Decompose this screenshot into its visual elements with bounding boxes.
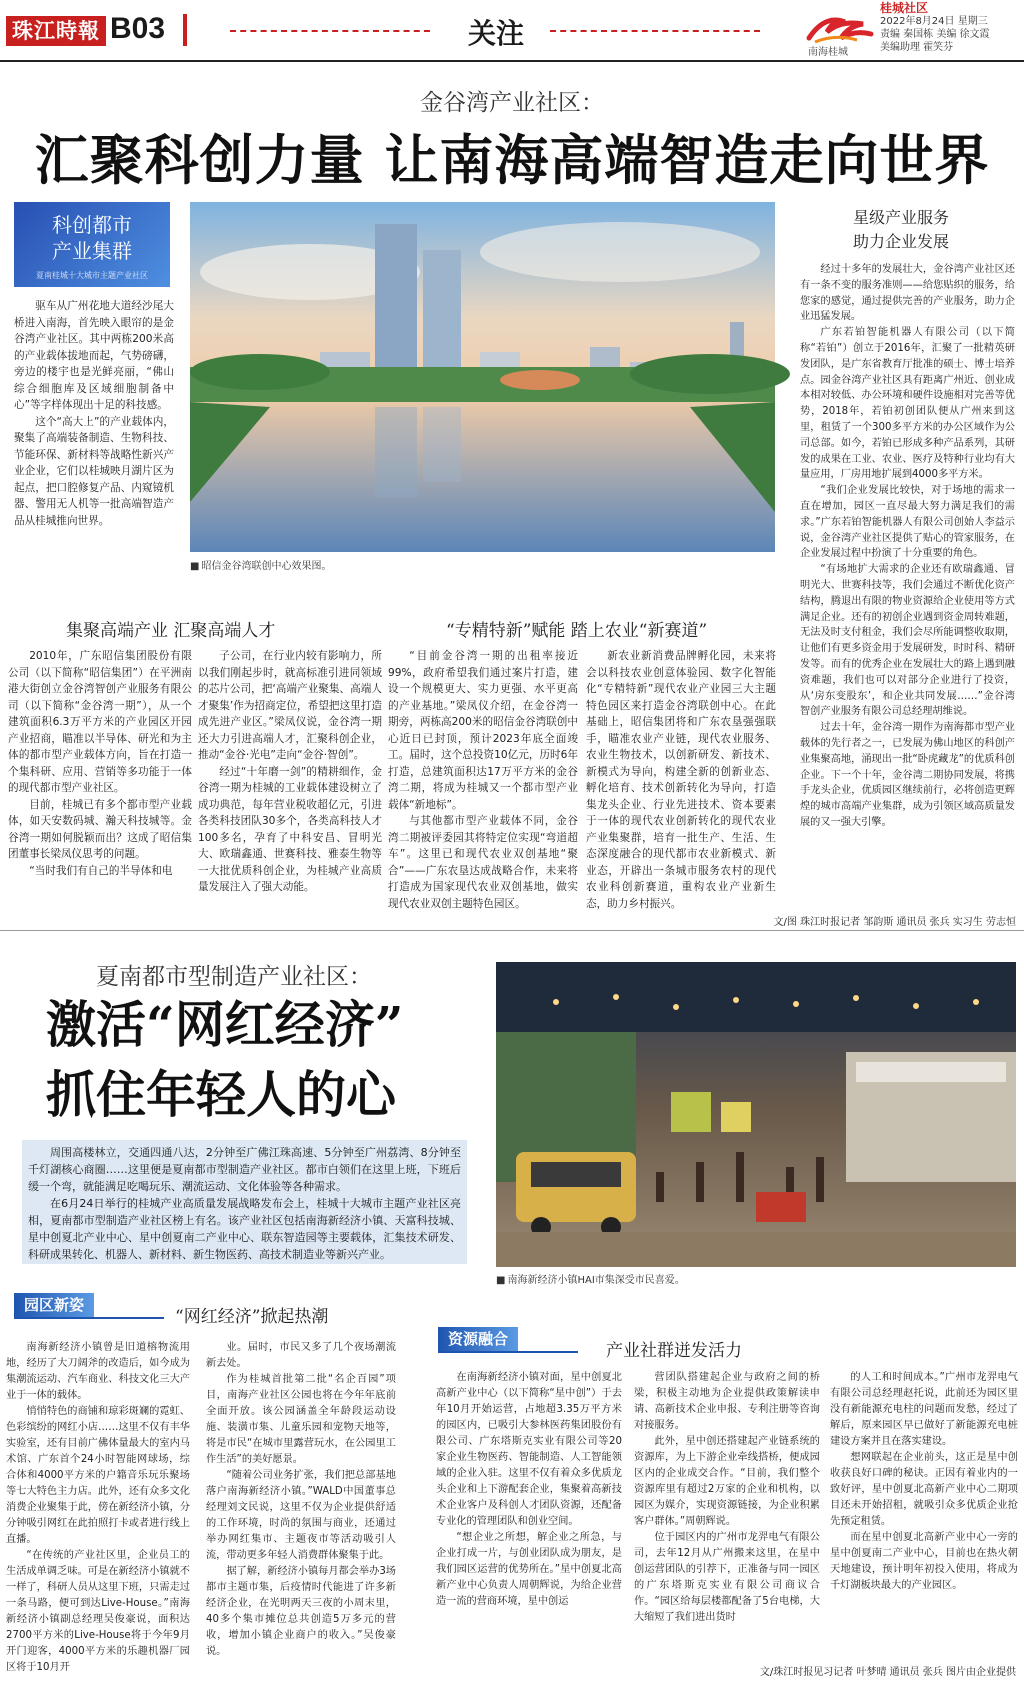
page-number: B03 — [110, 12, 166, 45]
section-name: 关注 — [468, 17, 525, 50]
story2-body-col4 — [634, 1370, 820, 1655]
right-paragraph: “有场地扩大需求的企业还有欧瑞鑫通、冒明光大、世赛科技等，我们会通过不断优化资产结构，腾退出有限的物业资源给企业使用等方式满足企业。还有的初创企业遇到资金周转难题，无法及时支付租金，我们会尽所能调整收取期，让他们有更多资金用于发展研发，时时科、精研发等。而有的优秀企业在发展壮大的路上遇到融资难题，我们也可以对部分企业进行了投资，从‘房东变股东’，和企业共同发展……”金谷湾智创产业服务有限公司总经理胡维说。 — [800, 564, 1015, 718]
story1-body-col4 — [586, 648, 776, 910]
intro-paragraph: 周围高楼林立，交通四通八达，2分钟至广佛江珠高速、5分钟至广州荔湾、8分钟至千灯湖核心商圈……这里便是夏南都市型制造产业社区。都市白领们在这里上班，下班后缓一个弯，就能满足吃喝玩乐、潮流运动、文化体验等各种需求。 — [28, 1146, 461, 1193]
body-paragraph: 经过“十年磨一剑”的精耕细作，金谷湾一期为桂城的工业载体建设树立了成功典范，每年营业税收超亿元，引进各类科技团队30多个，各类高科技人才100多名，孕育了中科安昌、冒明光大、欧瑞鑫通、世赛科技、雅泰生物等一大批优质科创企业，为桂城产业高质量发展注入了强大动能。 — [198, 765, 382, 893]
body-paragraph: 悄悄特色的商铺和琼彩斑斓的霓虹、色彩缤纷的网红小店……这里不仅有丰华实验室，还有目前广佛体量最大的室内马术馆、广东首个24小时智能网球场，综合体和4000平方米的户籍音乐玩乐聚场等七大特色主力店。此外，还有众多文化消费企业聚集于此，傍在新经济小镇，分分钟吸引网红在此拍照打卡或者进行线上直播。 — [6, 1406, 190, 1545]
column-name: 桂城社区 — [880, 1, 929, 15]
riverfront-skyline-image — [190, 202, 775, 552]
body-paragraph: 南海新经济小镇曾是旧道榕物流用地，经历了大刀阔斧的改造后，如今成为集潮流运动、汽车商业、科技文化三大产业于一体的载体。 — [6, 1342, 190, 1401]
story1-byline: 文/图 珠江时报记者 邹韵斯 通讯员 张兵 实习生 劳志恒 — [773, 917, 1016, 928]
story1-photo — [190, 202, 775, 552]
header-info — [880, 2, 1020, 54]
headline-line1: 激活“网红经济” — [46, 995, 404, 1054]
body-paragraph: 与其他都市型产业载体不同，金谷湾二期被评委园其将特定位实现“弯道超车”。这里已和现代农业双创基地“聚合”——广东农垦达成战略合作，未来将打造成为国家现代农业双创基地，做实现代农业双创主题特色园区。 — [388, 815, 578, 910]
editor-line: 责编 秦国栋 美编 徐文霞 — [880, 29, 990, 40]
body-paragraph: 据了解，新经济小镇每月都会举办3场都市主题市集，后疫情时代能进了许多新经济企业，在光明两天三夜的小周末里，40多个集市摊位总共创造5万多元的营收，增加小镇企业商户的收入。”吴俊豪说。 — [206, 1566, 396, 1657]
tag-park-new-look: 园区新姿 — [14, 1293, 94, 1317]
body-paragraph: “在传统的产业社区里，企业员工的生活成单调乏味。可是在新经济小镇就不一样了，科研人员从这里下班，只需走过一条马路，便可到达Live-House。”南海新经济小镇副总经理吴俊豪说，面积达2700平方米的Live-House将于今年9月开门迎客，4000平方米的乐趣机器厂园区将于10月开 — [6, 1550, 190, 1673]
body-paragraph: 的人工和时间成本。”广州市龙羿电气有限公司总经理赵托说，此前还为园区里没有新能源充电柱的问题而发愁，经过了解后，原来园区早已做好了新能源充电桩建设方案并且在落实建设。 — [830, 1372, 1018, 1447]
right-heading-line2: 助力企业发展 — [852, 232, 949, 251]
badge-line2: 产业集群 — [52, 239, 132, 263]
story2-photo-caption: ■ 南海新经济小镇HAI市集深受市民喜爱。 — [496, 1271, 685, 1286]
badge-small: 夏南桂城十大城市主题产业社区 — [36, 271, 148, 280]
masthead: 珠江時報 — [6, 16, 106, 46]
tag-underline — [438, 1351, 578, 1353]
body-paragraph: 作为桂城首批第二批“名企百园”项目，南海产业社区公园也将在今年年底前全面开放。该公园涵盖全年龄段运动设施、装潢市集、儿童乐园和宠物天地等，将是市民“在城市里露营玩水，在公园里工作生活”的美好愿景。 — [206, 1374, 396, 1465]
tag-underline — [14, 1317, 164, 1319]
body-paragraph: 此外，星中创还搭建起产业链系统的资源库，为上下游企业牵线搭桥，便成园区内的企业成交合作。“目前，我们整个资源库里有超过2万家的企业和机构，以园区为媒介，实现资源链接，为企业积累客户群体。”周朝辉说。 — [634, 1436, 820, 1527]
intro-paragraph: 在6月24日举行的桂城产业高质量发展战略发布会上，桂城十大城市主题产业社区亮相，夏南都市型制造产业社区榜上有名。该产业社区包括南海新经济小镇、天富科技城、星中创夏北产业中心、星中创夏南二产业中心、联东智造园等主要载体，汇集技术研发、科研成果转化、机器人、新材料、新生物医药、高技术制造业等新兴产业。 — [28, 1197, 461, 1261]
page-header — [0, 0, 1024, 62]
badge-line1: 科创都市 — [52, 213, 132, 237]
story1-subtitle: 金谷湾产业社区： — [420, 90, 604, 116]
header-divider — [183, 14, 187, 46]
body-paragraph: 2010年，广东昭信集团股份有限公司（以下简称“昭信集团”）在平洲南港大街创立金谷湾智创产业服务有限公司（以下简称“金谷湾一期”），从一个建筑面积6.3万平方米的产业园区开园产业招商，瞄准以半导体、研光和为主体的都市型产业载体方向，旨在打造一个集科研、应用、营销等多功能于一体的现代都市型产业社区。 — [8, 650, 192, 794]
story1-photo-caption: ■ 昭信金谷湾联创中心效果图。 — [190, 557, 331, 572]
assistant-line: 美编助理 霍笑芬 — [880, 42, 954, 53]
header-dash-right — [550, 30, 760, 32]
body-paragraph: 在南海新经济小镇对面，星中创夏北高新产业中心（以下简称“星中创”）于去年10月开始运营，占地超3.35万平方米的园区内，已吸引大参林医药集团股份有限公司、广东塔斯克实业有限公司等20家企业生物医药、智能制造、人工智能领域的企业入驻。这里不仅有着众多优质龙头企业和上下游配套企业，集聚着高新技术企业客户及科创人才团队资源，还配备专业化的管理团队和创业空间。 — [436, 1372, 622, 1527]
night-market-image — [496, 962, 1016, 1267]
right-paragraph: 广东若铂智能机器人有限公司（以下简称“若铂”）创立于2016年，汇聚了一批精英研发团队，是广东省教育厅批准的硕士、博士培养点。园金谷湾产业社区具有距离广州近、创业成本相对较低、办公环境和硬件设施相对完善等优势，2018年，若铂初创团队便从广州来到这里，租赁了一个300多平方米的办公区域作为公司总部。如今，若铂已形成多种产品系列，其研发的成果在工业、农业、医疗及特种行业均有大量应用，厂房用地扩展到4000多平方米。 — [800, 327, 1015, 481]
header-dash-left — [230, 30, 430, 32]
body-paragraph: 目前，桂城已有多个都市型产业载体，如天安数码城、瀚天科技城等。金谷湾一期如何脱颖而出？这成了昭信集团董事长梁凤仪思考的问题。 — [8, 798, 192, 860]
story2-intro — [22, 1140, 467, 1264]
right-paragraph: “我们企业发展比较快，对于场地的需求一直在增加，园区一直尽最大努力满足我们的需求。”广东若铂智能机器人有限公司创始人李益示说，金谷湾产业社区提供了贴心的管家服务，在企业发展过程中扮演了十分重要的角色。 — [800, 485, 1015, 560]
story2-photo — [496, 962, 1016, 1267]
story1-body-col3 — [388, 648, 578, 910]
story1-lead — [14, 298, 174, 529]
story1-subhead-right: “专精特新”赋能 踏上农业“新赛道” — [446, 621, 708, 641]
body-paragraph: “目前金谷湾一期的出租率接近99%，政府希望我们通过案片打造，建设一个规模更大、实力更强、水平更高的产业基地。”梁凤仪介绍，在金谷湾一期旁，两栋高200米的昭信金谷湾联创中心近日已封顶，预计2023年底全面竣工。届时，这个总投资10亿元，历时6年打造，总建筑面积达17万平方米的金谷湾二期，将成为桂城又一个都市型产业载体“新地标”。 — [388, 650, 578, 811]
story2-body-col2 — [206, 1340, 396, 1675]
story2-body-col3 — [436, 1370, 622, 1655]
lead-paragraph: 这个“高大上”的产业载体内，聚集了高端装备制造、生物科技、节能环保、新材料等战略性新兴产业企业，它们以桂城映月湖片区为起点，把口腔修复产品、内窥镜机器、警用无人机等一批高端智造产品从桂城推向世界。 — [14, 415, 174, 527]
story1-subhead-left: 集聚高端产业 汇聚高端人才 — [66, 621, 276, 641]
logo-text: 南海桂城 — [808, 47, 848, 58]
story2-subhead-left: “网红经济”掀起热潮 — [175, 1307, 329, 1327]
body-paragraph: 业。届时，市民又多了几个夜场潮流新去处。 — [206, 1342, 396, 1369]
right-column-heading — [786, 206, 1016, 254]
story1-body-col1 — [8, 648, 192, 898]
body-paragraph: 而在星中创夏北高新产业中心一旁的星中创夏南二产业中心，目前也在热火朝天地建设，预计明年初投入使用，将成为千灯湖板块最大的产业园区。 — [830, 1532, 1018, 1591]
story2-body-col1 — [6, 1340, 190, 1675]
body-paragraph: 想网联起在企业前头，这正是星中创收获良好口碑的秘诀。正因有着业内的一致好评，星中创夏北高新产业中心二期项目还未开始招租，就吸引众多优质企业抢先预定租赁。 — [830, 1452, 1018, 1527]
body-paragraph: “随着公司业务扩张，我们把总部基地落户南海新经济小镇。”WALD中国董事总经理刘文民说，这里不仅为企业提供舒适的工作环境，时尚的氛围与商业，还通过举办网红集市、主题夜市等活动吸引人流，带动更多年轻人消费群体聚集于此。 — [206, 1470, 396, 1561]
right-paragraph: 过去十年，金谷湾一期作为南海都市型产业载体的先行者之一，已发展为佛山地区的科创产业集聚高地，涌现出一批“卧虎藏龙”的优质科创企业。下一个十年，金谷湾二期协同发展，将携手龙头企业，优质园区继续前行，必将创造更辉煌的城市高端产业集群，成为引领区域高质量发展的又一强大引擎。 — [800, 722, 1015, 828]
body-paragraph: “当时我们有自己的半导体和电 — [29, 864, 173, 877]
right-heading-line1: 星级产业服务 — [852, 208, 949, 227]
story2-headline — [46, 990, 404, 1130]
date-line: 2022年8月24日 星期三 — [880, 16, 988, 27]
story1-badge — [14, 202, 170, 287]
body-paragraph: 新农业新消费品牌孵化园，未来将会以科技农业创意体验园、数字化智能化“专精特新”现代农业产业园三大主题特色园区来打造金谷湾联创中心。在此基础上，昭信集团将和广东农垦强强联手，瞄准农业产业链，现代农业服务、农业生物技术，以创新研发、新技术、新模式为导向，构建全新的创新业态、孵化培育、技术创新转化为导向，打造集龙头企业、行业先进技术、资本要素于一体的现代农业创新转化的现代农业产业集聚群，培育一批生产、生活、生态深度融合的现代都市农业新模式、新业态，开辟出一条城市服务农村的现代农业科创新赛道，重构农业产业新生态，助力乡村振兴。 — [586, 650, 776, 910]
story1-body-col2 — [198, 648, 382, 898]
headline-line2: 抓住年轻人的心 — [46, 1065, 396, 1124]
story2-subhead-right: 产业社群迸发活力 — [606, 1341, 742, 1361]
story1-headline: 汇聚科创力量 让南海高端智造走向世界 — [34, 128, 990, 192]
story2-body-col5 — [830, 1370, 1018, 1655]
story2-subtitle: 夏南都市型制造产业社区： — [96, 964, 372, 990]
story2-byline: 文/珠江时报见习记者 叶梦晴 通讯员 张兵 图片由企业提供 — [759, 1667, 1016, 1678]
tag-resource-fusion: 资源融合 — [438, 1327, 518, 1351]
body-paragraph: “想企业之所想，解企业之所急，与企业打成一片，与创业团队成为朋友，是我们园区运营的优势所在。”星中创夏北高新产业中心负责人周朝辉说，为给企业营造一流的营商环境，星中创运 — [436, 1532, 622, 1607]
story-divider — [0, 930, 1024, 931]
body-paragraph: 营团队搭建起企业与政府之间的桥梁，积极主动地为企业提供政策解读申请、高新技术企业申报、专利注册等咨询对接服务。 — [634, 1372, 820, 1431]
body-paragraph: 子公司，在行业内较有影响力，所以我们刚起步时，就高标准引进同领域的芯片公司，把‘高端产业聚集、高端人才聚集’作为招商定位，希望把这里打造成先进产业区。”梁凤仪说，金谷湾一期还大力引进高端人才，汇聚科创企业，推动“金谷·光电”走向“金谷·智创”。 — [198, 650, 382, 761]
body-paragraph: 位于园区内的广州市龙羿电气有限公司，去年12月从广州搬来这里，在星中创运营团队的引荐下，正准备与同一园区的广东塔斯克实业有限公司商议合作。“园区给每层楼都配备了5台电梯，大大缩短了我们进出货时 — [634, 1532, 820, 1623]
story1-right-column — [800, 262, 1015, 831]
lead-paragraph: 驱车从广州花地大道经沙尾大桥进入南海，首先映入眼帘的是金谷湾产业社区。其中两栋200米高的产业载体拔地而起，气势磅礴，旁边的楼宇也是光鲜亮丽，“佛山综合细胞库及区域细胞制备中心”等字样体现出十足的科技感。 — [14, 300, 174, 411]
right-paragraph: 经过十多年的发展壮大，金谷湾产业社区还有一条不变的服务准则——给您贴织的服务，给您家的感觉，通过提供完善的产业服务，助力企业迅猛发展。 — [800, 264, 1015, 323]
